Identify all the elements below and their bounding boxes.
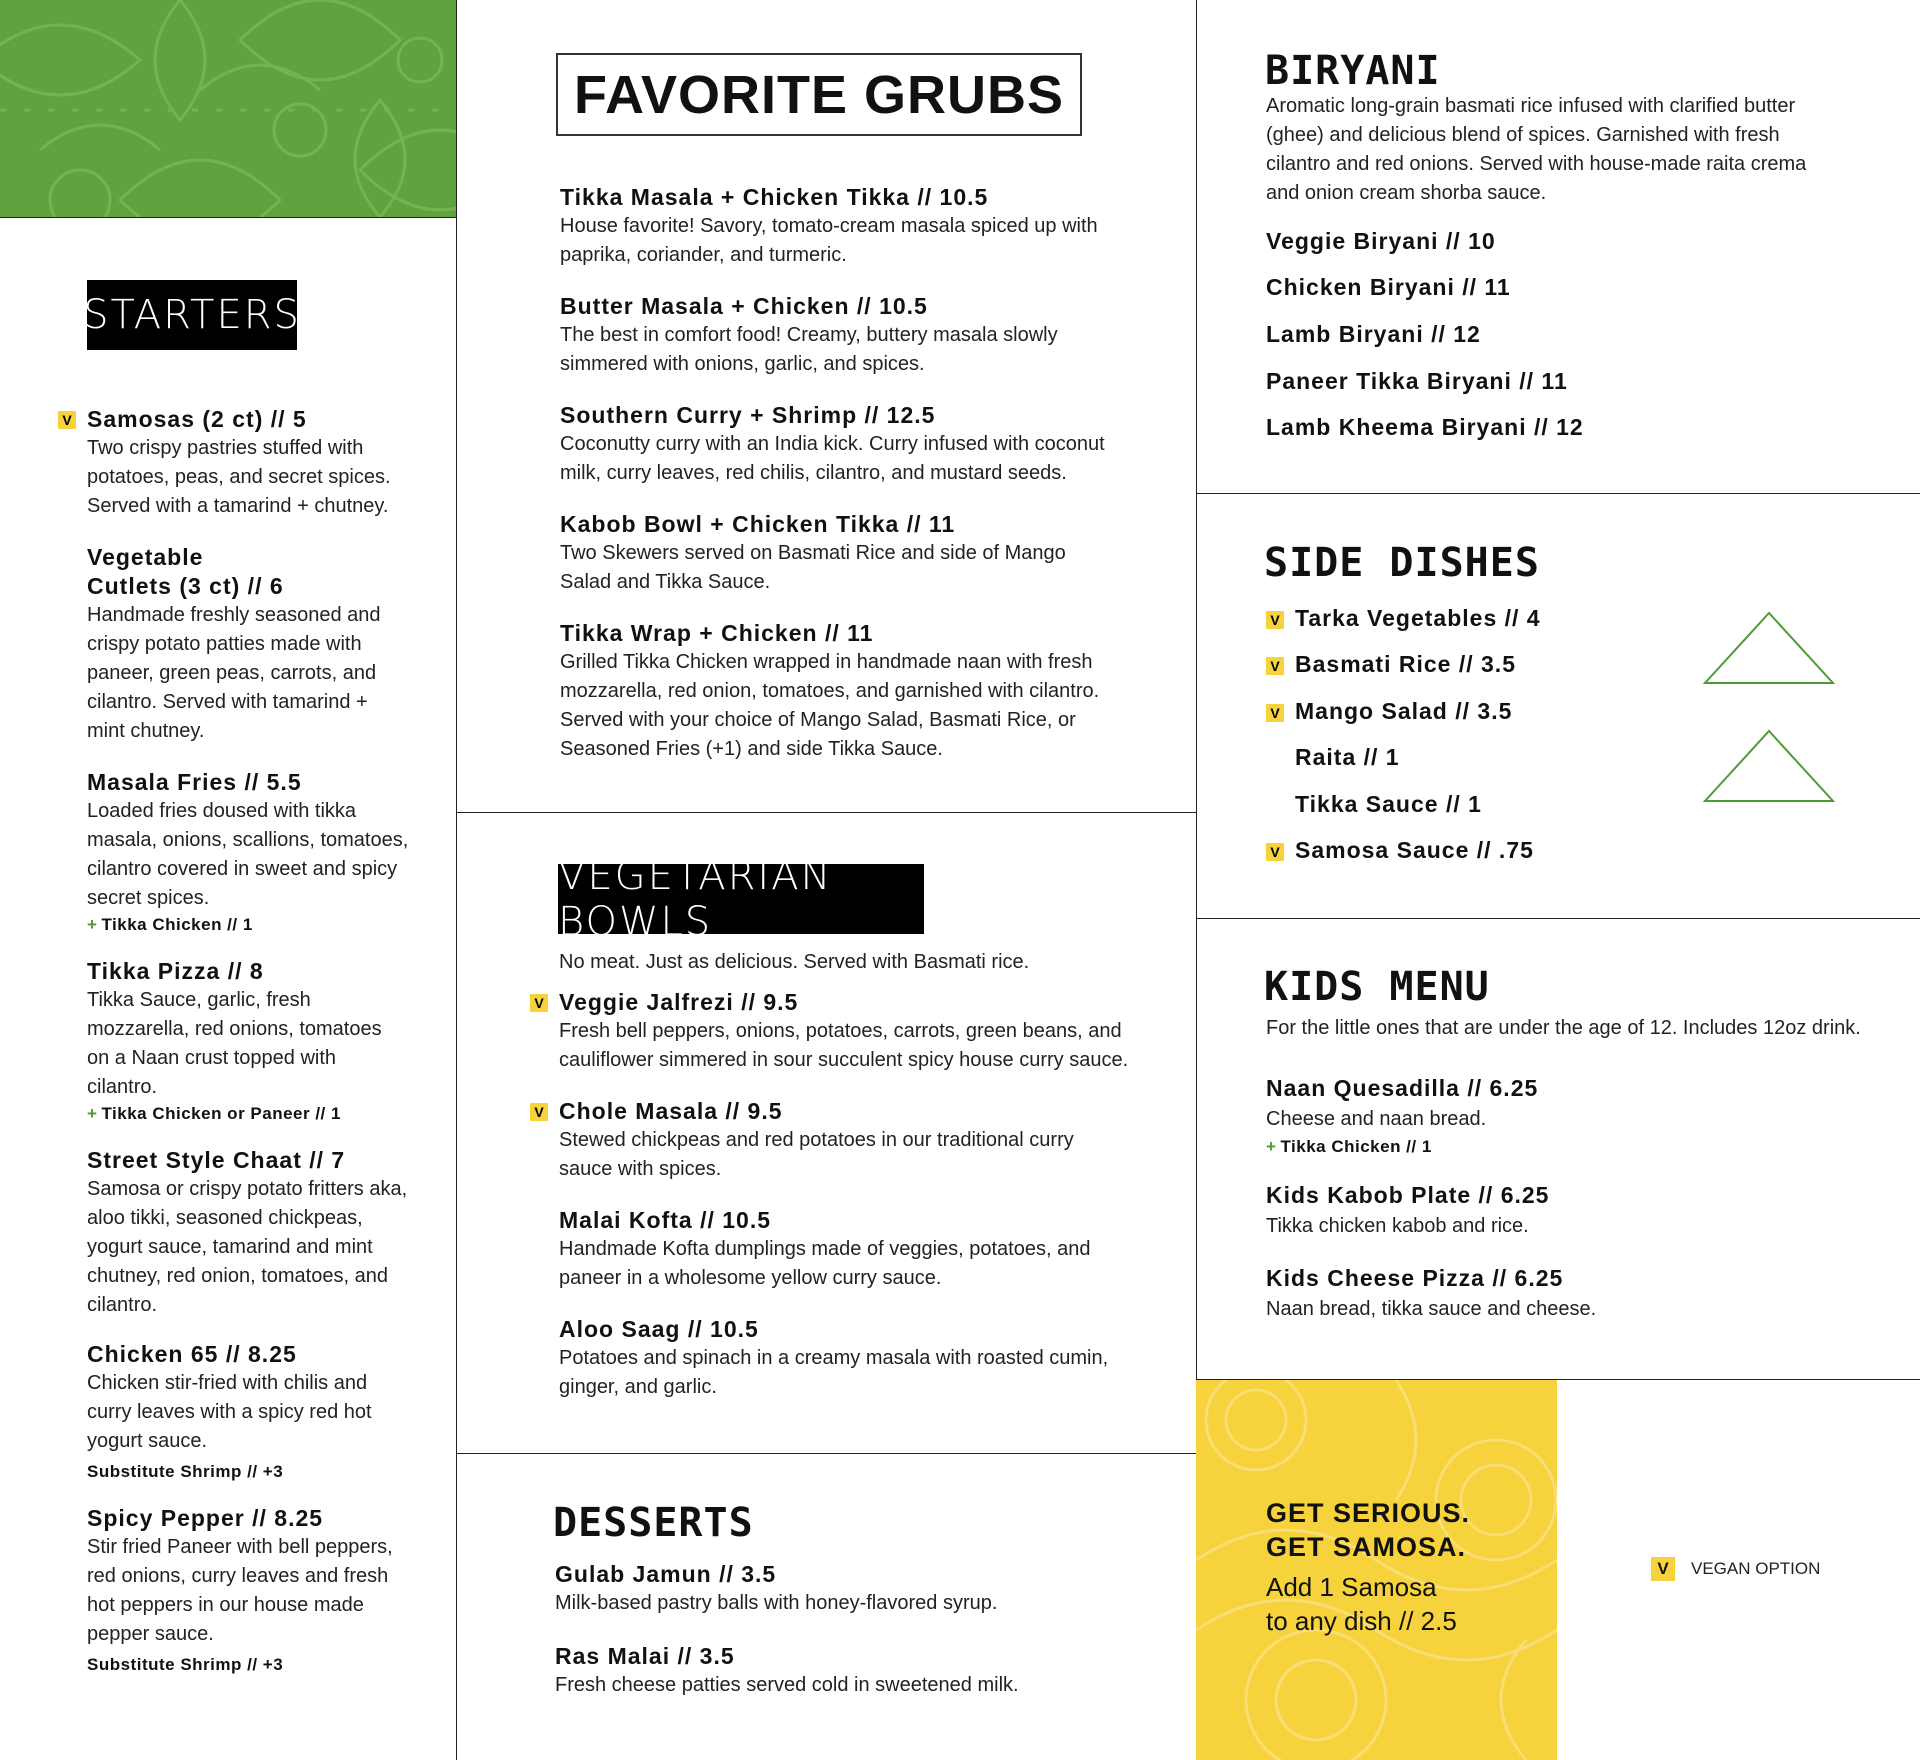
- vegan-badge-icon: V: [1266, 657, 1284, 675]
- item-desc: Stir fried Paneer with bell peppers, red onions, curry leaves and fresh hot peppers in our house made pepper sauce.: [87, 1536, 393, 1645]
- item-name: Kabob Bowl + Chicken Tikka // 11: [560, 511, 956, 537]
- promo-panel: [1196, 1380, 1557, 1760]
- item-desc: Grilled Tikka Chicken wrapped in handmade naan with fresh mozzarella, red onion, tomatoes, and garnished with cilantro. Served with your choice of Mango Salad, Basmati Rice, or Seasoned Fries (+1) and side Tikka Sauce.: [560, 651, 1100, 760]
- sides-heading: SIDE DISHES: [1264, 540, 1540, 586]
- biryani-list: [1266, 228, 1584, 460]
- favorites-list: [560, 183, 1120, 764]
- sides-list: [1266, 605, 1686, 883]
- item-name: Chicken 65 // 8.25: [87, 1341, 297, 1367]
- item-name: Spicy Pepper // 8.25: [87, 1505, 324, 1531]
- list-item: Chicken Biryani // 11: [1266, 274, 1511, 300]
- item-desc: Naan bread, tikka sauce and cheese.: [1266, 1298, 1597, 1320]
- list-item: [560, 510, 1120, 597]
- item-name: Tikka Pizza // 8: [87, 958, 264, 984]
- list-item: Paneer Tikka Biryani // 11: [1266, 368, 1568, 394]
- item-desc: Two Skewers served on Basmati Rice and side of Mango Salad and Tikka Sauce.: [560, 542, 1066, 593]
- divider-mid-2: [456, 1453, 1196, 1454]
- veg-bowls-list: [534, 988, 1139, 1402]
- item-name: Mango Salad // 3.5: [1295, 698, 1513, 724]
- item-name: Street Style Chaat // 7: [87, 1147, 346, 1173]
- kids-heading: KIDS MENU: [1264, 964, 1490, 1010]
- vegan-legend: [1651, 1557, 1820, 1581]
- list-item: [87, 957, 417, 1126]
- kids-intro: For the little ones that are under the age of 12. Includes 12oz drink.: [1266, 1017, 1861, 1039]
- promo-line-1: GET SERIOUS.: [1266, 1498, 1471, 1528]
- addon: + Tikka Chicken // 1: [87, 915, 253, 934]
- promo-line-3: Add 1 Samosa: [1266, 1572, 1437, 1602]
- list-item: [555, 1560, 1155, 1618]
- veg-bowls-heading: VEGETARIAN BOWLS: [558, 864, 924, 934]
- item-name: Tikka Wrap + Chicken // 11: [560, 620, 874, 646]
- item-desc: Loaded fries doused with tikka masala, onions, scallions, tomatoes, cilantro covered in sweet and spicy secret spices.: [87, 800, 409, 909]
- list-item: [1266, 1074, 1866, 1159]
- list-item: [87, 543, 284, 601]
- item-name: Gulab Jamun // 3.5: [555, 1561, 777, 1587]
- leaf-pattern-icon: [0, 0, 456, 217]
- item-desc: Fresh cheese patties served cold in sweetened milk.: [555, 1674, 1019, 1696]
- item-desc: Milk-based pastry balls with honey-flavored syrup.: [555, 1592, 998, 1614]
- vegan-badge-icon: V: [1266, 611, 1284, 629]
- list-item: [555, 1642, 1155, 1700]
- promo-text: [1266, 1496, 1470, 1638]
- item-name: Ras Malai // 3.5: [555, 1643, 735, 1669]
- list-item: [559, 1206, 1139, 1293]
- item-desc: Samosa or crispy potato fritters aka, aloo tikki, seasoned chickpeas, yogurt sauce, tamarind and mint chutney, red onion, tomatoes, and cilantro.: [87, 1178, 408, 1316]
- item-name: Samosa Sauce // .75: [1295, 837, 1534, 863]
- item-desc: The best in comfort food! Creamy, buttery masala slowly simmered with onions, garlic, and spices.: [560, 324, 1058, 375]
- vegan-badge-icon: V: [530, 994, 548, 1012]
- item-name: Kids Kabob Plate // 6.25: [1266, 1182, 1550, 1208]
- addon: + Tikka Chicken or Paneer // 1: [87, 1104, 341, 1123]
- list-item: [560, 401, 1120, 488]
- item-desc: Tikka chicken kabob and rice.: [1266, 1215, 1529, 1237]
- item-desc: Handmade freshly seasoned and crispy potato patties made with paneer, green peas, carrots, and cilantro. Served with tamarind + mint chutney.: [87, 604, 381, 742]
- item-name: Raita // 1: [1295, 744, 1400, 770]
- list-item: [87, 1340, 417, 1484]
- item-name: Butter Masala + Chicken // 10.5: [560, 293, 928, 319]
- item-name: Southern Curry + Shrimp // 12.5: [560, 402, 936, 428]
- item-desc: Cheese and naan bread.: [1266, 1108, 1487, 1130]
- item-desc: House favorite! Savory, tomato-cream masala spiced up with paprika, coriander, and turmeric.: [560, 215, 1098, 266]
- item-name: Tikka Sauce // 1: [1295, 791, 1482, 817]
- legend-label: VEGAN OPTION: [1691, 1559, 1821, 1578]
- biryani-desc: Aromatic long-grain basmati rice infused with clarified butter (ghee) and delicious blend of spices. Garnished with fresh cilantro and red onions. Served with house-made raita crema and onion cream shorba sauce.: [1266, 95, 1807, 204]
- item-name: Basmati Rice // 3.5: [1295, 651, 1516, 677]
- vegan-badge-icon: V: [1266, 843, 1284, 861]
- item-name: Malai Kofta // 10.5: [559, 1207, 772, 1233]
- promo-line-2: GET SAMOSA.: [1266, 1532, 1467, 1562]
- veg-bowls-intro: No meat. Just as delicious. Served with Basmati rice.: [559, 951, 1030, 973]
- plus-icon: +: [87, 915, 98, 934]
- favorites-heading: FAVORITE GRUBS: [556, 53, 1082, 136]
- item-desc: Fresh bell peppers, onions, potatoes, carrots, green beans, and cauliflower simmered in sour succulent spicy house curry sauce.: [559, 1020, 1129, 1071]
- plus-icon: +: [1266, 1137, 1277, 1156]
- starters-list: [62, 405, 417, 1677]
- list-item: [1266, 605, 1686, 651]
- list-item: Veggie Biryani // 10: [1266, 228, 1496, 254]
- green-pattern-panel: [0, 0, 456, 217]
- starters-heading: STARTERS: [87, 280, 297, 350]
- divider-mid-1: [456, 812, 1196, 813]
- item-desc: Potatoes and spinach in a creamy masala with roasted cumin, ginger, and garlic.: [559, 1347, 1109, 1398]
- divider-right-1: [1196, 493, 1920, 494]
- plus-icon: +: [87, 1104, 98, 1123]
- list-item: Lamb Kheema Biryani // 12: [1266, 414, 1584, 440]
- list-item: [62, 405, 417, 521]
- list-item: [87, 1146, 417, 1320]
- list-item: [534, 988, 1139, 1075]
- addon: + Tikka Chicken // 1: [1266, 1137, 1432, 1156]
- addon-note: Substitute Shrimp // +3: [87, 1462, 284, 1481]
- vegan-badge-icon: V: [1651, 1557, 1675, 1581]
- item-name: Kids Cheese Pizza // 6.25: [1266, 1265, 1564, 1291]
- item-name: Tikka Masala + Chicken Tikka // 10.5: [560, 184, 989, 210]
- list-item: [1266, 651, 1686, 698]
- triangle-icon: [1703, 610, 1835, 686]
- item-desc: Handmade Kofta dumplings made of veggies, potatoes, and paneer in a wholesome yellow curry sauce.: [559, 1238, 1091, 1289]
- item-desc: Two crispy pastries stuffed with potatoes, peas, and secret spices. Served with a tamarind + chutney.: [87, 437, 391, 517]
- item-name: Masala Fries // 5.5: [87, 769, 302, 795]
- item-name: Samosas (2 ct) // 5: [87, 406, 307, 432]
- divider-left-top: [0, 217, 456, 218]
- list-item: [560, 292, 1120, 379]
- desserts-list: [555, 1560, 1155, 1700]
- item-name: Veggie Jalfrezi // 9.5: [559, 989, 799, 1015]
- list-item: [534, 1097, 1139, 1184]
- item-name: Naan Quesadilla // 6.25: [1266, 1075, 1539, 1101]
- list-item: Lamb Biryani // 12: [1266, 321, 1481, 347]
- list-item: [1266, 837, 1686, 883]
- promo-line-4: to any dish // 2.5: [1266, 1606, 1457, 1636]
- item-desc: Stewed chickpeas and red potatoes in our traditional curry sauce with spices.: [559, 1129, 1074, 1180]
- item-name: Tarka Vegetables // 4: [1295, 605, 1541, 631]
- list-item: [560, 619, 1120, 764]
- item-desc: Coconutty curry with an India kick. Curry infused with coconut milk, curry leaves, red chilis, cilantro, and mustard seeds.: [560, 433, 1105, 484]
- item-name: Aloo Saag // 10.5: [559, 1316, 759, 1342]
- item-name: Chole Masala // 9.5: [559, 1098, 783, 1124]
- list-item: [1266, 1264, 1866, 1325]
- list-item: [1266, 698, 1686, 744]
- list-item: [1266, 744, 1686, 791]
- item-desc: Chicken stir-fried with chilis and curry leaves with a spicy red hot yogurt sauce.: [87, 1372, 372, 1452]
- list-item: [559, 1315, 1139, 1402]
- biryani-heading: BIRYANI: [1265, 48, 1441, 94]
- addon-note: Substitute Shrimp // +3: [87, 1655, 284, 1674]
- list-item: [87, 1504, 417, 1677]
- list-item: [87, 768, 417, 937]
- list-item: [1266, 1181, 1866, 1242]
- item-name: Vegetable Cutlets (3 ct) // 6: [87, 544, 284, 599]
- list-item: [560, 183, 1120, 270]
- kids-list: [1266, 1074, 1866, 1325]
- triangle-icon: [1703, 728, 1835, 804]
- divider-left: [456, 0, 457, 1760]
- vegan-badge-icon: V: [1266, 704, 1284, 722]
- desserts-heading: DESSERTS: [553, 1500, 754, 1546]
- divider-right-2: [1196, 918, 1920, 919]
- item-desc: Tikka Sauce, garlic, fresh mozzarella, red onions, tomatoes on a Naan crust topped with cilantro.: [87, 989, 382, 1098]
- vegan-badge-icon: V: [530, 1103, 548, 1121]
- vegan-badge-icon: V: [58, 411, 76, 429]
- list-item: [1266, 791, 1686, 837]
